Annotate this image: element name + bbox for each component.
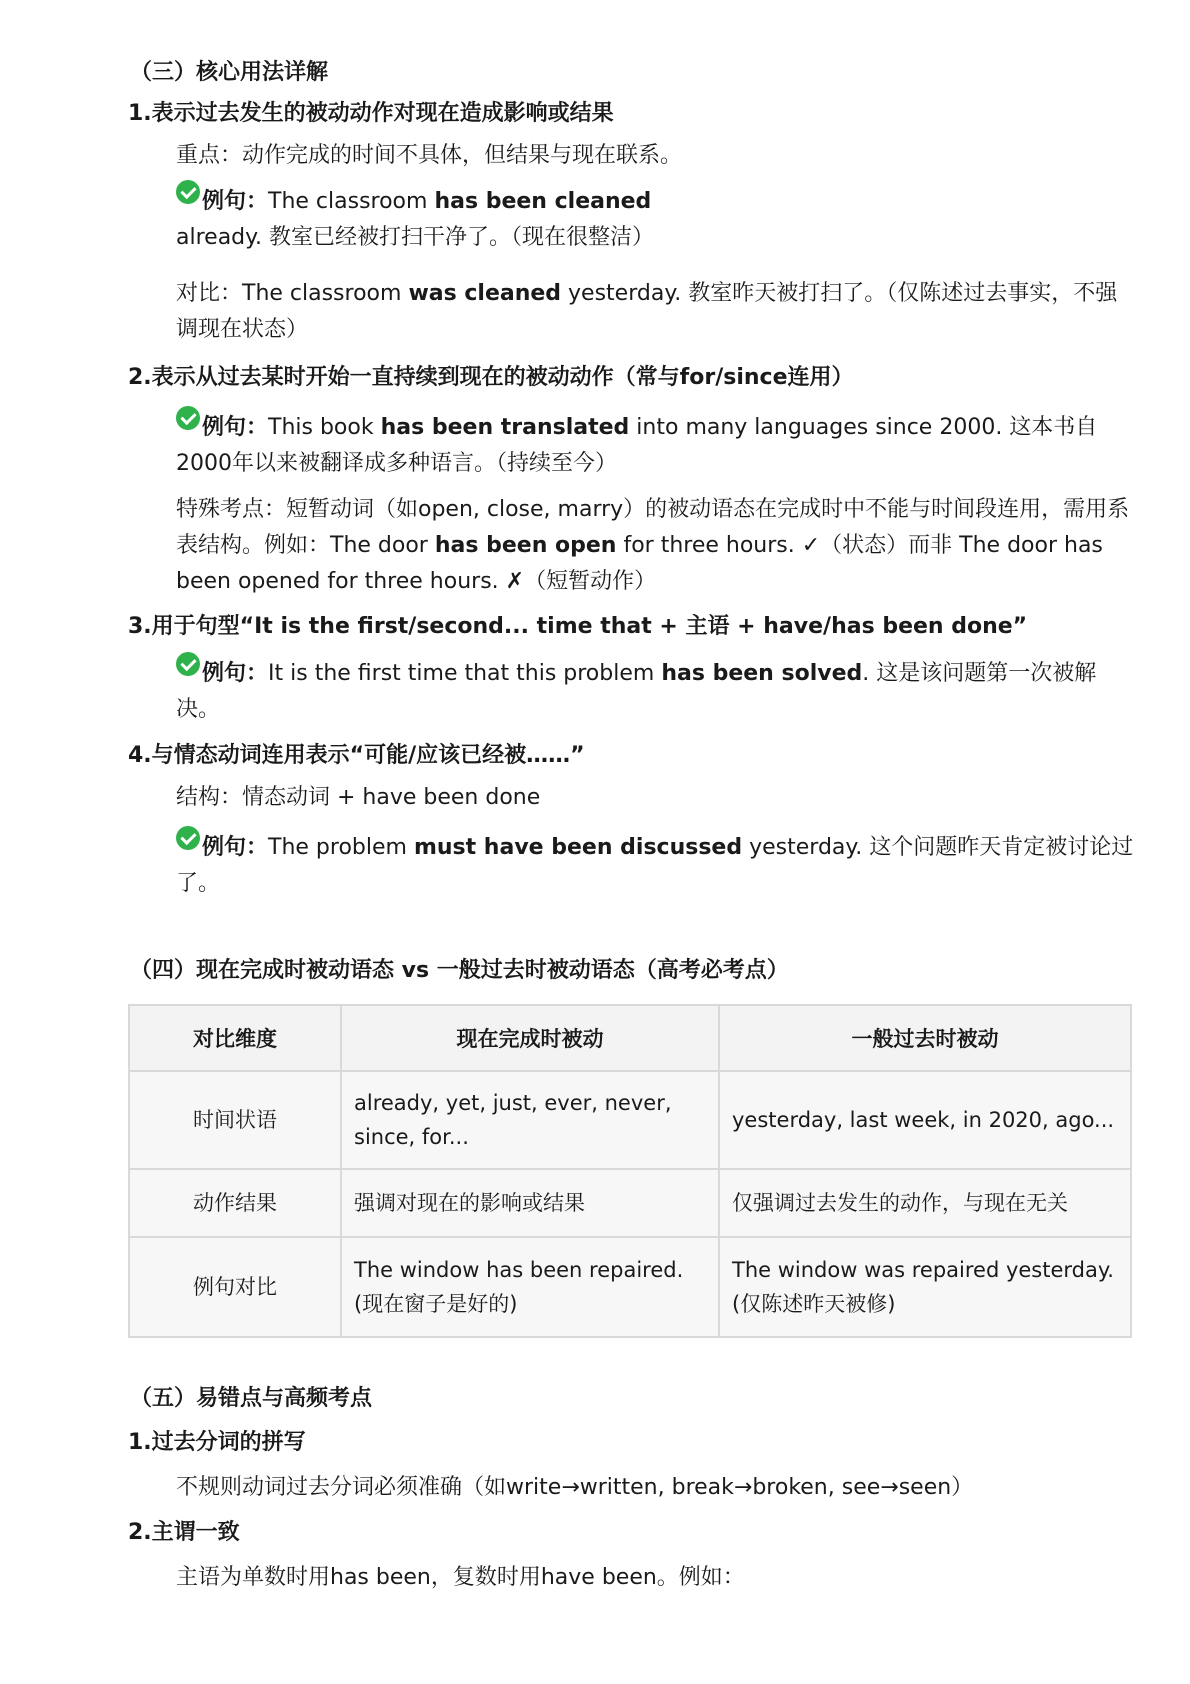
item-4-title: 4.与情态动词连用表示“可能/应该已经被……”	[128, 743, 585, 768]
section-5-item-1-text: 不规则动词过去分词必须准确（如write→written, break→broken, see→seen）	[176, 1475, 974, 1500]
check-icon	[176, 180, 200, 204]
example-text: The classroom	[268, 189, 435, 214]
table-cell: 例句对比	[129, 1237, 341, 1337]
table-row	[129, 1071, 1131, 1169]
item-3-title: 3.用于句型“It is the first/second... time that + 主语 + have/has been done”	[128, 614, 1028, 639]
table-row	[129, 1237, 1131, 1337]
item-2-title: 2.表示从过去某时开始一直持续到现在的被动动作（常与for/since连用）	[128, 365, 854, 390]
example-text: into many languages since 2000. 这本书自2000年以来被翻译成多种语言。（持续至今）	[176, 415, 1098, 476]
section-3-title: （三）核心用法详解	[130, 60, 329, 85]
table-cell: 强调对现在的影响或结果	[341, 1169, 719, 1237]
table-cell: 仅强调过去发生的动作，与现在无关	[719, 1169, 1131, 1237]
check-icon	[176, 406, 200, 430]
example-highlight: has been solved	[661, 661, 863, 686]
item-2-example	[176, 410, 1136, 482]
contrast-text: 对比：The classroom	[176, 281, 409, 306]
example-label: 例句：	[202, 189, 269, 214]
special-text: 特殊考点：短暂动词（如open, close, marry）的被动语态在完成时中不能与时间段连用，需用系表结构。例如：The door	[176, 497, 1130, 558]
table-header: 现在完成时被动	[341, 1005, 719, 1071]
example-highlight: must have been discussed	[413, 835, 743, 860]
table-header: 一般过去时被动	[719, 1005, 1131, 1071]
section-4-title: （四）现在完成时被动语态 vs 一般过去时被动语态（高考必考点）	[130, 958, 789, 983]
table-cell: 动作结果	[129, 1169, 341, 1237]
item-1-focus: 重点：动作完成的时间不具体，但结果与现在联系。	[176, 143, 683, 168]
contrast-highlight: was cleaned	[408, 281, 562, 306]
special-text: for three hours. ✓（状态）而非 The door has been opened for three hours. ✗（短暂动作）	[176, 533, 1103, 594]
table-cell: already, yet, just, ever, never, since, for...	[341, 1071, 719, 1169]
special-highlight: has been open	[434, 533, 617, 558]
item-4-structure: 结构：情态动词 + have been done	[176, 785, 541, 810]
example-text: . 这是该问题第一次被解决。	[176, 661, 1097, 722]
table-cell: The window has been repaired. (现在窗子是好的)	[341, 1237, 719, 1337]
comparison-table	[128, 1004, 1132, 1338]
example-highlight: has been translated	[380, 415, 630, 440]
table-cell: 时间状语	[129, 1071, 341, 1169]
item-1-contrast	[176, 276, 1136, 348]
example-text: already. 教室已经被打扫干净了。（现在很整洁）	[176, 225, 655, 250]
example-label: 例句：	[202, 661, 269, 686]
example-label: 例句：	[202, 415, 269, 440]
table-cell: yesterday, last week, in 2020, ago...	[719, 1071, 1131, 1169]
item-2-special	[176, 492, 1136, 600]
check-icon	[176, 826, 200, 850]
table-header: 对比维度	[129, 1005, 341, 1071]
example-text: yesterday. 这个问题昨天肯定被讨论过了。	[176, 835, 1134, 896]
item-1-title: 1.表示过去发生的被动动作对现在造成影响或结果	[128, 101, 614, 126]
example-highlight: has been cleaned	[434, 189, 652, 214]
item-4-example	[176, 830, 1136, 902]
example-text: The problem	[268, 835, 414, 860]
example-label: 例句：	[202, 835, 269, 860]
section-5-item-2-title: 2.主谓一致	[128, 1520, 240, 1545]
example-text: It is the first time that this problem	[268, 661, 662, 686]
item-3-example	[176, 656, 1136, 728]
item-1-example	[176, 184, 1136, 256]
example-text: This book	[268, 415, 381, 440]
section-5-item-1-title: 1.过去分词的拼写	[128, 1430, 306, 1455]
table-row	[129, 1169, 1131, 1237]
contrast-text: yesterday. 教室昨天被打扫了。（仅陈述过去事实，不强调现在状态）	[176, 281, 1118, 342]
section-5-item-2-text: 主语为单数时用has been，复数时用have been。例如：	[176, 1565, 745, 1590]
section-5-title: （五）易错点与高频考点	[130, 1386, 373, 1411]
table-cell: The window was repaired yesterday. (仅陈述昨天被修)	[719, 1237, 1131, 1337]
check-icon	[176, 652, 200, 676]
table-header-row	[129, 1005, 1131, 1071]
